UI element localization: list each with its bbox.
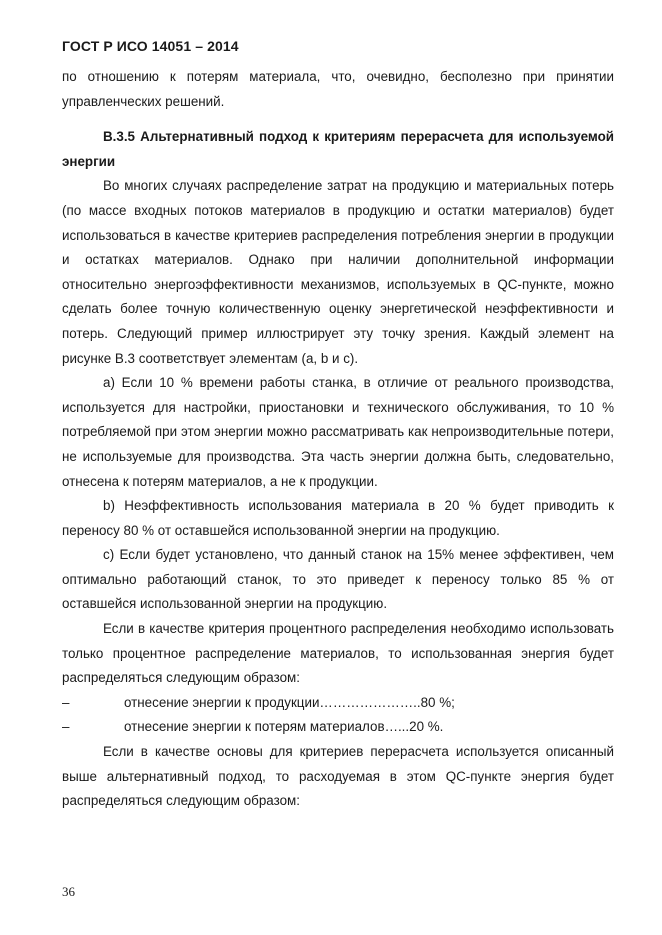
dash-list-text: отнесение энергии к продукции…………………..80 %; [124, 694, 455, 710]
list-item-c: c) Если будет установлено, что данный станок на 15% менее эффективен, чем оптимально работающий станок, то это приведет к переносу только 85 % от оставшейся использованной энергии на продукцию. [62, 547, 614, 612]
intro-paragraph: по отношению к потерям материала, что, очевидно, бесполезно при принятии управленческих решений. [62, 69, 614, 109]
list-item-a: a) Если 10 % времени работы станка, в отличие от реального производства, используется для настройки, приостановки и технического обслуживания, то 10 % потребляемой при этом энергии можно рассматривать как непроизводительные потери, не используемые для производства. Эта часть энергии должна быть, следовательно, отнесена к потерям материалов, а не к продукции. [62, 375, 614, 489]
dash-bullet: – [62, 694, 70, 710]
dash-list-item [62, 691, 614, 716]
list-item-b: b) Неэффективность использования материала в 20 % будет приводить к переносу 80 % от оставшейся использованной энергии на продукцию. [62, 498, 614, 538]
document-body [62, 65, 614, 814]
dash-list-text: отнесение энергии к потерям материалов…...20 %. [124, 719, 444, 735]
paragraph-1: Во многих случаях распределение затрат на продукцию и материальных потерь (по массе входных потоков материалов в продукцию и остатки материалов) будет использоваться в качестве критериев распределения потребления энергии в продукции и остатках материалов. Однако при наличии дополнительной информации относительно энергоэффективности механизмов, используемых в QC-пункте, можно сделать более точную количественную оценку энергетической неэффективности и потерь. Следующий пример иллюстрирует эту точку зрения. Каждый элемент на рисунке В.3 соответствует элементам (а, b и с). [62, 178, 614, 366]
paragraph-2: Если в качестве критерия процентного распределения необходимо использовать только процентное распределение материалов, то использованная энергия будет распределяться следующим образом: [62, 621, 614, 686]
page-number: 36 [62, 884, 75, 899]
paragraph-3: Если в качестве основы для критериев перерасчета используется описанный выше альтернативный подход, то расходуемая в этом QC-пункте энергия будет распределяться следующим образом: [62, 744, 614, 809]
dash-list-item [62, 715, 614, 740]
dash-bullet: – [62, 719, 70, 735]
section-heading: В.3.5 Альтернативный подход к критериям перерасчета для используемой энергии [62, 129, 614, 169]
document-header: ГОСТ Р ИСО 14051 – 2014 [62, 38, 239, 54]
